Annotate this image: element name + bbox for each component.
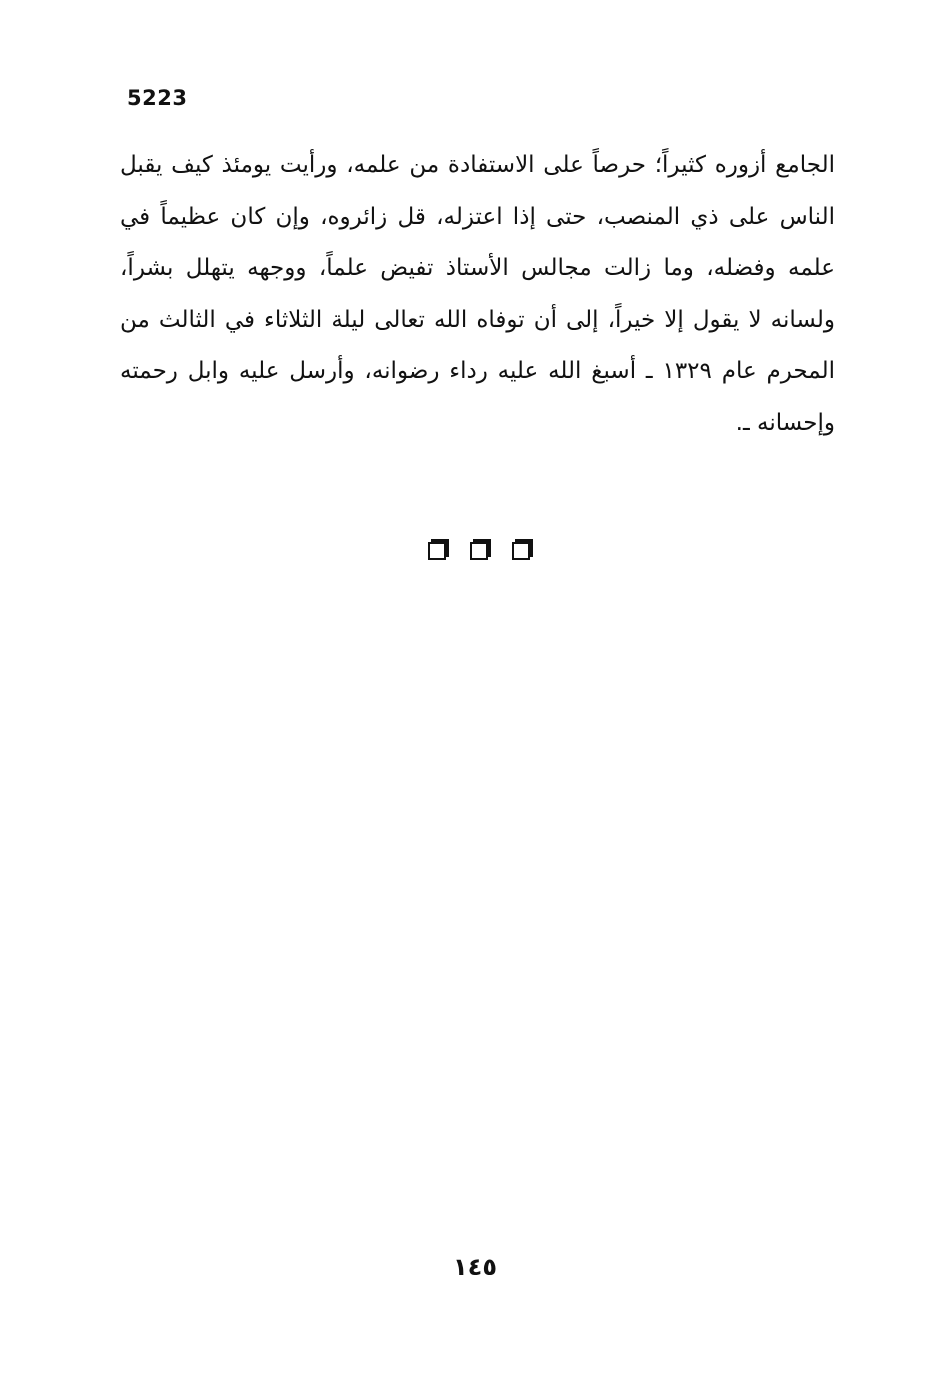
body-text-block: [120, 140, 835, 449]
page-id-number: 5223: [127, 86, 188, 110]
square-ornament-icon: [470, 542, 488, 560]
three-squares-separator-icon: [428, 537, 530, 561]
body-paragraph: الجامع أزوره كثيراً؛ حرصاً على الاستفادة من علمه، ورأيت يومئذ كيف يقبل الناس على ذي المنصب، حتى إذا اعتزله، قل زائروه، وإن كان عظيماً في علمه وفضله، وما زالت مجالس الأستاذ تفيض علماً، ووجهه يتهلل بشراً، ولسانه لا يقول إلا خيراً، إلى أن توفاه الله تعالى ليلة الثلاثاء في الثالث من المحرم عام ١٣٢٩ ـ أسبغ الله عليه رداء رضوانه، وأرسل عليه وابل رحمته وإحسانه ـ.: [120, 152, 835, 436]
page-number: ١٤٥: [453, 1253, 497, 1281]
square-ornament-icon: [512, 542, 530, 560]
square-ornament-icon: [428, 542, 446, 560]
